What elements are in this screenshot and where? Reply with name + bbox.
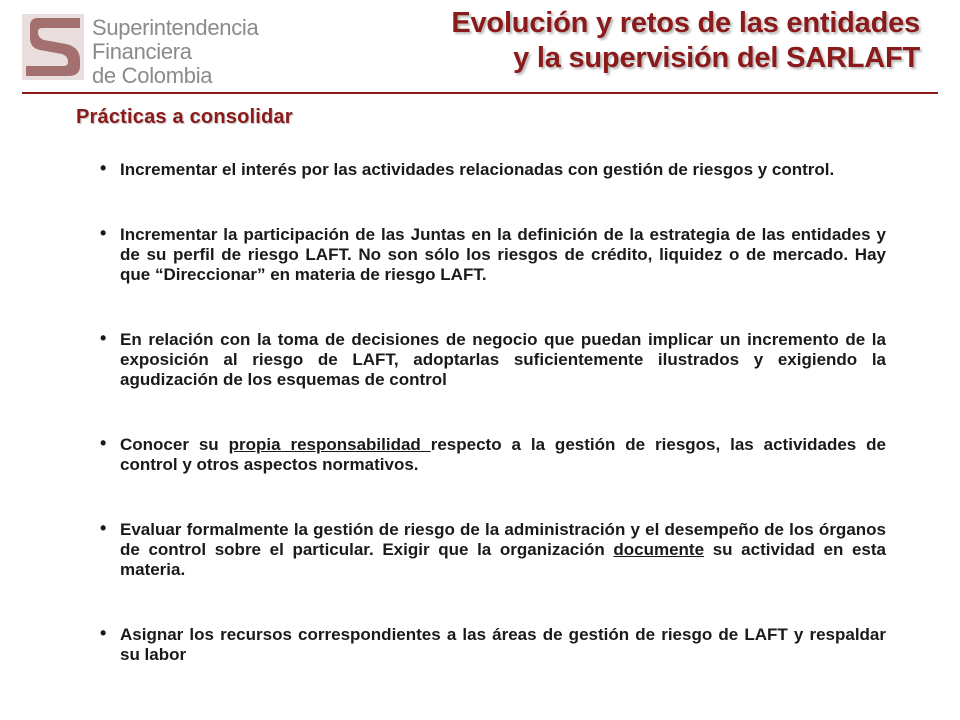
logo-line-3: de Colombia [92, 63, 213, 88]
section-subtitle: Prácticas a consolidar [76, 106, 293, 128]
logo-mark-icon [22, 14, 84, 80]
bullet-item [100, 518, 886, 580]
bullet-dot-icon: • [100, 518, 107, 538]
bullet-text: Asignar los recursos correspondientes a las áreas de gestión de riesgo de LAFT y respaldar su labor [120, 625, 886, 664]
bullet-dot-icon: • [100, 433, 107, 453]
bullet-item [100, 223, 886, 285]
logo-line-2: Financiera [92, 39, 192, 64]
bullet-list [100, 158, 886, 665]
bullet-item [100, 623, 886, 665]
bullet-dot-icon: • [100, 223, 107, 243]
bullet-text-pre: Evaluar formalmente la gestión de riesgo de la administración y el desempeño de los órganos de control sobre el particular. Exigir que la organización [120, 520, 886, 559]
bullet-item [100, 433, 886, 475]
bullet-text-underlined: documente [613, 540, 705, 559]
bullet-text-underlined: propia responsabilidad [228, 435, 431, 454]
page-title [451, 6, 920, 76]
header-divider [22, 92, 938, 94]
page-title-line-1: Evolución y retos de las entidades [451, 7, 920, 39]
bullet-text: Incrementar el interés por las actividades relacionadas con gestión de riesgos y control. [120, 160, 835, 179]
bullet-text: Incrementar la participación de las Juntas en la definición de la estrategia de las entidades y de su perfil de riesgo LAFT. No son sólo los riesgos de crédito, liquidez o de mercado. Hay que “Direccionar” en materia de riesgo LAFT. [120, 225, 886, 284]
bullet-item [100, 328, 886, 390]
bullet-text: En relación con la toma de decisiones de negocio que puedan implicar un incremento de la exposición al riesgo de LAFT, adoptarlas suficientemente ilustrados y exigiendo la agudización de los esquemas de control [120, 330, 886, 389]
logo-text [92, 16, 258, 88]
bullet-dot-icon: • [100, 623, 107, 643]
bullet-text-post: su actividad en esta materia. [120, 540, 886, 579]
bullet-dot-icon: • [100, 328, 107, 348]
bullet-item [100, 158, 886, 180]
bullet-text-post: respecto a la gestión de riesgos, las actividades de control y otros aspectos normativos. [120, 435, 886, 474]
page-title-line-2: y la supervisión del SARLAFT [513, 42, 920, 74]
bullet-dot-icon: • [100, 158, 107, 178]
logo-line-1: Superintendencia [92, 15, 259, 40]
logo [22, 14, 259, 88]
bullet-text-pre: Conocer su [120, 435, 229, 454]
